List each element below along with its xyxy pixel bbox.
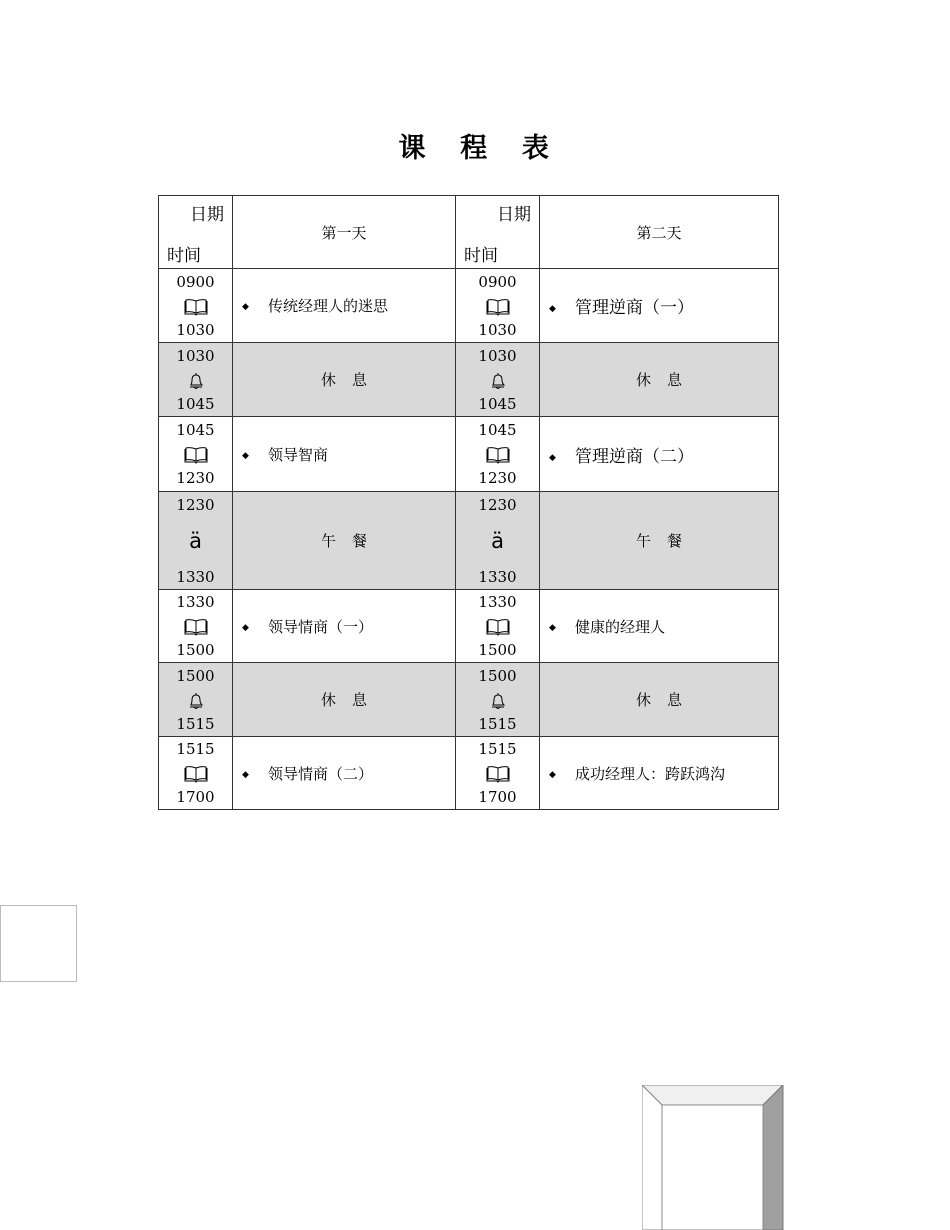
table-row xyxy=(159,269,779,343)
table-row xyxy=(159,737,779,810)
slot-end: 1330 xyxy=(478,567,517,586)
break-label: 息 xyxy=(352,371,368,389)
slot-end: 1045 xyxy=(176,394,215,413)
lunch-icon: ä xyxy=(189,528,202,553)
slot-start: 1030 xyxy=(478,346,517,365)
time-slot xyxy=(456,663,540,737)
slot-start: 0900 xyxy=(478,272,517,291)
time-slot xyxy=(159,737,233,810)
day1-header: 第一天 xyxy=(233,196,456,269)
empty-frame xyxy=(0,905,77,982)
slot-end: 1500 xyxy=(478,641,517,659)
table-row xyxy=(159,590,779,663)
break-cell xyxy=(233,492,456,590)
session-label: 领导情商（二） xyxy=(268,764,374,783)
slot-start: 1515 xyxy=(478,740,517,758)
session-label: 成功经理人：跨跃鸿沟 xyxy=(575,764,726,783)
break-cell xyxy=(233,343,456,417)
slot-end: 1030 xyxy=(478,320,517,339)
time-slot xyxy=(456,343,540,417)
slot-end: 1700 xyxy=(176,788,215,806)
slot-end: 1500 xyxy=(176,641,215,659)
day2-header: 第二天 xyxy=(540,196,779,269)
bullet-icon: ◆ xyxy=(549,304,556,314)
page-title xyxy=(0,126,950,165)
slot-start: 1500 xyxy=(478,666,517,685)
time-label: 时间 xyxy=(167,246,201,266)
break-cell xyxy=(540,492,779,590)
slot-start: 1045 xyxy=(478,421,517,439)
break-cell xyxy=(540,343,779,417)
session-label: 传统经理人的迷思 xyxy=(268,297,389,315)
table-row xyxy=(159,663,779,737)
header-row xyxy=(159,196,779,269)
date-time-header-day2 xyxy=(456,196,540,269)
slot-start: 0900 xyxy=(176,272,215,291)
session-label: 领导智商 xyxy=(268,445,329,464)
session-label: 健康的经理人 xyxy=(575,617,666,636)
slot-start: 1045 xyxy=(176,421,215,439)
bell-icon xyxy=(456,688,539,712)
break-label: 餐 xyxy=(352,532,368,550)
bullet-icon: ◆ xyxy=(242,302,249,312)
break-label: 息 xyxy=(667,371,683,389)
slot-start: 1030 xyxy=(176,346,215,365)
slot-start: 1500 xyxy=(176,666,215,685)
time-label: 时间 xyxy=(464,246,498,266)
day1-session xyxy=(233,737,456,810)
break-label: 餐 xyxy=(667,532,683,550)
break-label: 息 xyxy=(667,691,683,709)
break-cell xyxy=(233,663,456,737)
slot-start: 1515 xyxy=(176,740,215,758)
slot-start: 1230 xyxy=(176,495,215,514)
date-time-header-day1 xyxy=(159,196,233,269)
slot-end: 1045 xyxy=(478,394,517,413)
session-label: 领导情商（一） xyxy=(268,617,374,636)
break-label: 休 xyxy=(320,371,336,389)
day1-session xyxy=(233,417,456,492)
lunch-icon: ä xyxy=(491,528,504,553)
break-label: 息 xyxy=(352,691,368,709)
day1-session xyxy=(233,590,456,663)
session-label: 管理逆商（一） xyxy=(575,298,694,318)
book-icon xyxy=(456,294,539,318)
book-icon xyxy=(159,442,232,466)
table-row xyxy=(159,417,779,492)
schedule-table xyxy=(158,195,779,810)
table-row xyxy=(159,343,779,417)
bullet-icon: ◆ xyxy=(242,769,249,780)
time-slot xyxy=(456,492,540,590)
book-icon xyxy=(456,442,539,466)
slot-end: 1700 xyxy=(478,788,517,806)
day2-session xyxy=(540,590,779,663)
time-slot xyxy=(456,737,540,810)
slot-start: 1330 xyxy=(478,593,517,611)
bullet-icon: ◆ xyxy=(242,450,249,461)
slot-end: 1230 xyxy=(478,469,517,487)
slot-end: 1515 xyxy=(176,714,215,733)
session-label: 管理逆商（二） xyxy=(575,446,694,467)
bullet-icon: ◆ xyxy=(549,452,556,463)
date-label: 日期 xyxy=(497,205,531,225)
slot-start: 1330 xyxy=(176,593,215,611)
book-icon xyxy=(456,614,539,638)
time-slot xyxy=(159,417,233,492)
bevel-frame xyxy=(642,1085,784,1230)
break-label: 休 xyxy=(320,691,336,709)
break-cell xyxy=(540,663,779,737)
time-slot xyxy=(159,269,233,343)
slot-end: 1515 xyxy=(478,714,517,733)
time-slot xyxy=(159,590,233,663)
slot-end: 1030 xyxy=(176,320,215,339)
bell-icon xyxy=(159,688,232,712)
book-icon xyxy=(159,294,232,318)
slot-start: 1230 xyxy=(478,495,517,514)
time-slot xyxy=(456,417,540,492)
slot-end: 1330 xyxy=(176,567,215,586)
day2-session xyxy=(540,269,779,343)
book-icon xyxy=(456,761,539,785)
bell-icon xyxy=(159,368,232,392)
break-label: 午 xyxy=(320,532,336,550)
time-slot xyxy=(159,343,233,417)
day1-session xyxy=(233,269,456,343)
break-label: 午 xyxy=(635,532,651,550)
title-char: 程 xyxy=(460,133,490,164)
time-slot xyxy=(159,663,233,737)
book-icon xyxy=(159,614,232,638)
book-icon xyxy=(159,761,232,785)
bullet-icon: ◆ xyxy=(549,769,556,780)
break-label: 休 xyxy=(635,371,651,389)
time-slot xyxy=(456,269,540,343)
title-char: 表 xyxy=(521,133,552,164)
day2-session xyxy=(540,417,779,492)
bell-icon xyxy=(456,368,539,392)
bullet-icon: ◆ xyxy=(549,622,556,633)
table-row xyxy=(159,492,779,590)
day2-session xyxy=(540,737,779,810)
time-slot xyxy=(456,590,540,663)
break-label: 休 xyxy=(635,691,651,709)
date-label: 日期 xyxy=(190,205,224,225)
bullet-icon: ◆ xyxy=(242,622,249,633)
title-char: 课 xyxy=(398,133,429,164)
slot-end: 1230 xyxy=(176,469,215,487)
time-slot xyxy=(159,492,233,590)
